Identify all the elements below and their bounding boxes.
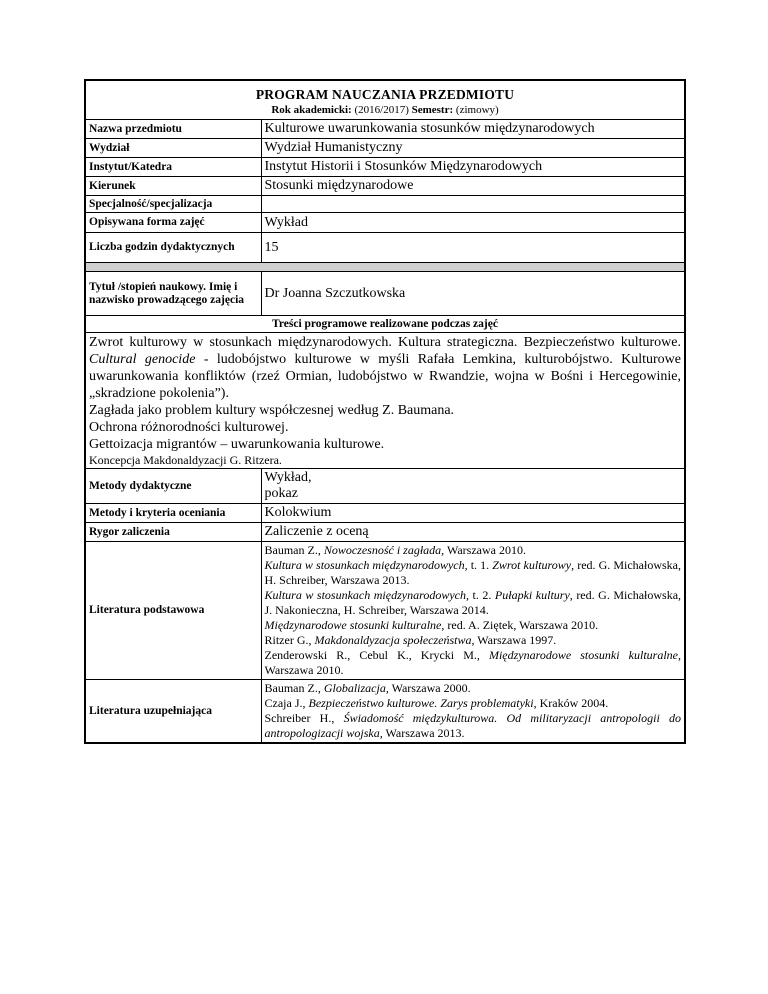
lit-extra-2-title: Bezpieczeństwo kulturowe. Zarys problematyki, bbox=[308, 696, 537, 710]
value-course-name: Kulturowe uwarunkowania stosunków międzynarodowych bbox=[261, 120, 685, 139]
lit-basic-entry-2 bbox=[265, 558, 682, 588]
label-lit-extra: Literatura uzupełniająca bbox=[85, 680, 261, 744]
lit-basic-2-title: Kultura w stosunkach międzynarodowych, bbox=[264, 558, 468, 572]
lit-basic-1-author: Bauman Z., bbox=[264, 543, 324, 557]
lit-extra-1-author: Bauman Z., bbox=[264, 681, 324, 695]
content-p1-a: Zwrot kulturowy w stosunkach międzynarodowych. Kultura strategiczna. Bezpieczeństwo kulturowe. bbox=[89, 335, 682, 350]
row-rigor bbox=[85, 523, 685, 542]
lit-basic-1-rest: Warszawa 2010. bbox=[444, 543, 526, 557]
lit-basic-4-rest: , red. A. Ziętek, Warszawa 2010. bbox=[441, 618, 599, 632]
label-methods: Metody dydaktyczne bbox=[85, 469, 261, 504]
label-specialization: Specjalność/specjalizacja bbox=[85, 196, 261, 213]
lit-basic-3-rest: , red. G. Michałowska, J. Nakonieczna, H. Schreiber, Warszawa 2014. bbox=[264, 588, 682, 617]
lit-extra-entry-2 bbox=[265, 696, 682, 711]
label-field: Kierunek bbox=[85, 177, 261, 196]
lit-basic-6-rest: Warszawa 2010. bbox=[264, 663, 344, 677]
content-paragraph-4: Gettoizacja migrantów – uwarunkowania kulturowe. bbox=[89, 437, 385, 452]
lit-basic-6-author: Zenderowski R., Cebul K., Krycki M., bbox=[264, 648, 489, 662]
gray-separator-row bbox=[85, 263, 685, 272]
lit-extra-3-author: Schreiber H., bbox=[264, 711, 344, 725]
header-cell bbox=[85, 80, 685, 120]
lit-extra-3-title: Świadomość międzykulturowa. Od militaryzacji antropologii do antropologizacji wojska, bbox=[264, 711, 682, 740]
year-label: Rok akademicki: bbox=[271, 104, 352, 116]
row-lit-basic bbox=[85, 542, 685, 680]
value-assessment: Kolokwium bbox=[261, 504, 685, 523]
header-row bbox=[85, 80, 685, 120]
lit-extra-3-rest: Warszawa 2013. bbox=[382, 726, 465, 740]
lit-extra-2-rest: Kraków 2004. bbox=[536, 696, 609, 710]
academic-year-line bbox=[89, 103, 681, 117]
value-rigor: Zaliczenie z oceną bbox=[261, 523, 685, 542]
semester-label: Semestr: bbox=[411, 104, 454, 116]
lit-basic-entry-6 bbox=[265, 648, 682, 678]
row-course-name bbox=[85, 120, 685, 139]
lit-basic-entry-4 bbox=[265, 618, 682, 633]
row-hours bbox=[85, 233, 685, 263]
lit-basic-5-author: Ritzer G., bbox=[264, 633, 315, 647]
value-field: Stosunki międzynarodowe bbox=[261, 177, 685, 196]
lit-basic-5-rest: , Warszawa 1997. bbox=[471, 633, 557, 647]
lit-basic-2-subtitle: Zwrot kulturowy bbox=[492, 558, 572, 572]
syllabus-document bbox=[84, 79, 684, 744]
content-paragraph-5: Koncepcja Makdonaldyzacji G. Ritzera. bbox=[89, 453, 282, 467]
lit-basic-5-title: Makdonaldyzacja społeczeństwa bbox=[314, 633, 472, 647]
lit-basic-entry-5 bbox=[265, 633, 682, 648]
value-class-form: Wykład bbox=[261, 213, 685, 233]
lit-basic-2-rest: , red. G. Michałowska, H. Schreiber, Warszawa 2013. bbox=[264, 558, 682, 587]
row-specialization bbox=[85, 196, 685, 213]
row-institute bbox=[85, 158, 685, 177]
content-p1-italic: Cultural genocide bbox=[89, 352, 196, 367]
row-field bbox=[85, 177, 685, 196]
lit-basic-entry-1 bbox=[265, 543, 682, 558]
lit-basic-2-vol: t. 1. bbox=[467, 558, 493, 572]
lit-extra-entry-3 bbox=[265, 711, 682, 741]
content-cell bbox=[85, 333, 685, 469]
label-rigor: Rygor zaliczenia bbox=[85, 523, 261, 542]
label-assessment: Metody i kryteria oceniania bbox=[85, 504, 261, 523]
syllabus-table bbox=[84, 79, 686, 744]
lit-extra-1-title: Globalizacja, bbox=[323, 681, 389, 695]
methods-line-2: pokaz bbox=[264, 486, 298, 501]
row-assessment bbox=[85, 504, 685, 523]
label-course-name: Nazwa przedmiotu bbox=[85, 120, 261, 139]
label-lit-basic: Literatura podstawowa bbox=[85, 542, 261, 680]
lit-extra-entry-1 bbox=[265, 681, 682, 696]
semester-value: (zimowy) bbox=[455, 104, 499, 116]
lit-extra-1-rest: Warszawa 2000. bbox=[388, 681, 471, 695]
lit-basic-3-title: Kultura w stosunkach międzynarodowych, bbox=[264, 588, 469, 602]
value-instructor: Dr Joanna Szczutkowska bbox=[261, 272, 685, 316]
label-institute: Instytut/Katedra bbox=[85, 158, 261, 177]
value-faculty: Wydział Humanistyczny bbox=[261, 139, 685, 158]
value-hours: 15 bbox=[261, 233, 685, 263]
content-paragraph-3: Ochrona różnorodności kulturowej. bbox=[89, 420, 289, 435]
methods-line-1: Wykład, bbox=[264, 470, 312, 485]
content-p1-b: - ludobójstwo kulturowe w myśli Rafała Lemkina, kulturobójstwo. Kulturowe uwarunkowania konfliktów (rzeź Ormian, ludobójstwo w Rwandzie, wojna w Bośni i Hercegowinie, „skradzione pokolenia”). bbox=[89, 352, 682, 401]
row-class-form bbox=[85, 213, 685, 233]
value-specialization bbox=[261, 196, 685, 213]
lit-basic-6-title: Międzynarodowe stosunki kulturalne, bbox=[488, 648, 681, 662]
row-instructor bbox=[85, 272, 685, 316]
row-lit-extra bbox=[85, 680, 685, 744]
content-paragraph-1 bbox=[89, 334, 681, 402]
value-institute: Instytut Historii i Stosunków Międzynarodowych bbox=[261, 158, 685, 177]
content-heading: Treści programowe realizowane podczas zajęć bbox=[85, 316, 685, 333]
lit-basic-4-title: Międzynarodowe stosunki kulturalne bbox=[264, 618, 442, 632]
document-title: PROGRAM NAUCZANIA PRZEDMIOTU bbox=[255, 87, 515, 102]
row-content bbox=[85, 333, 685, 469]
gray-separator bbox=[85, 263, 685, 272]
value-lit-basic bbox=[261, 542, 685, 680]
row-methods bbox=[85, 469, 685, 504]
row-content-heading bbox=[85, 316, 685, 333]
year-value: (2016/2017) bbox=[354, 104, 409, 116]
lit-basic-entry-3 bbox=[265, 588, 682, 618]
value-methods bbox=[261, 469, 685, 504]
value-lit-extra bbox=[261, 680, 685, 744]
lit-basic-3-vol: t. 2. bbox=[468, 588, 495, 602]
label-instructor: Tytuł /stopień naukowy. Imię i nazwisko prowadzącego zajęcia bbox=[85, 272, 261, 316]
label-faculty: Wydział bbox=[85, 139, 261, 158]
label-hours: Liczba godzin dydaktycznych bbox=[85, 233, 261, 263]
lit-extra-2-author: Czaja J., bbox=[264, 696, 309, 710]
lit-basic-3-subtitle: Pułapki kultury bbox=[494, 588, 570, 602]
lit-basic-1-title: Nowoczesność i zagłada, bbox=[323, 543, 445, 557]
content-paragraph-2: Zagłada jako problem kultury współczesnej według Z. Baumana. bbox=[89, 403, 455, 418]
label-class-form: Opisywana forma zajęć bbox=[85, 213, 261, 233]
row-faculty bbox=[85, 139, 685, 158]
